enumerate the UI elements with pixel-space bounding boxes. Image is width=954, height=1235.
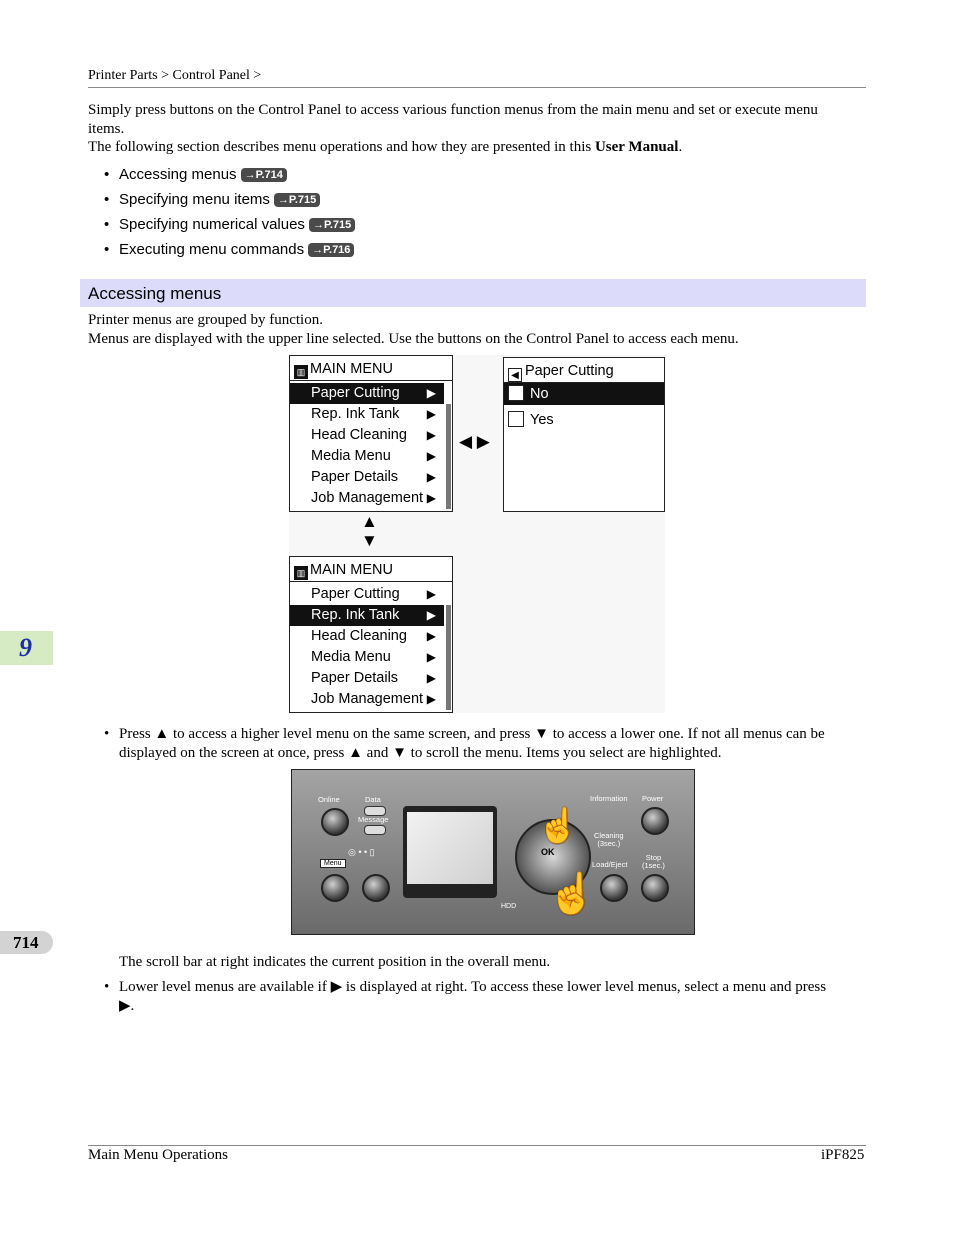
lcd-menu-item-label: Paper Cutting [311,586,400,602]
page-ref-badge[interactable]: →P.716 [308,243,354,257]
lcd-menu-item-label: Job Management [311,490,424,506]
toc-item-label[interactable]: Specifying numerical values [119,216,305,233]
lcd-menu-item-label: Head Cleaning [311,427,407,443]
page-ref-badge[interactable]: →P.714 [241,168,287,182]
lcd-sub-menu [503,357,665,512]
submenu-arrow-icon: ▶ [426,587,436,601]
lcd-menu-item[interactable] [290,404,444,425]
page-number: 714 [13,933,39,952]
bullet2-line-2: ▶. [119,998,135,1014]
lcd-menu-item-label: Job Management [311,691,424,707]
lcd-menu-item[interactable] [290,584,444,605]
chapter-tab[interactable] [0,631,53,665]
control-panel-illustration [291,769,695,935]
breadcrumb[interactable]: Printer Parts > Control Panel > [88,68,262,83]
submenu-arrow-icon: ▶ [426,449,436,463]
chapter-number: 9 [19,633,32,662]
lcd-menu-item-label: Media Menu [311,649,391,665]
footer-left: Main Menu Operations [88,1147,228,1163]
intro-line-3-text: The following section describes menu operations and how they are presented in this [88,139,595,155]
lcd-option-yes[interactable] [504,409,664,431]
lcd-menu-item[interactable] [290,383,444,404]
message-lamp [364,825,386,835]
page-ref-badge[interactable]: →P.715 [274,193,320,207]
back-button[interactable] [362,874,390,902]
lcd-sub-title-text: Paper Cutting [525,363,614,379]
header-rule [88,87,866,88]
footer-right: iPF825 [821,1147,865,1163]
toc-item-label[interactable]: Accessing menus [119,166,237,183]
lcd-divider [290,581,452,582]
stop-button[interactable] [641,874,669,902]
lcd-title [294,360,393,378]
online-label: Online [318,795,340,804]
cleaning-label: Cleaning (3sec.) [594,831,624,848]
maintenance-icons: ◎ • • ▯ [348,847,375,857]
submenu-arrow-icon: ▶ [426,629,436,643]
submenu-arrow-icon: ▶ [426,692,436,706]
display-bezel [403,806,497,898]
pointing-hand-icon: ☝ [537,807,580,845]
bullet-dot: • [104,726,110,742]
section-title: Accessing menus [88,284,222,303]
intro-line-1: Simply press buttons on the Control Panel to access various function menus from the main menu and set or execute menu [88,102,818,118]
lcd-option-label: No [530,386,549,402]
submenu-arrow-icon: ▶ [426,671,436,685]
lcd-menu-item-label: Paper Details [311,469,399,485]
lcd-title [294,561,393,579]
submenu-arrow-icon: ▶ [426,491,436,505]
back-arrow-icon: ◀ [508,368,522,382]
page-ref-badge[interactable]: →P.715 [309,218,355,232]
lcd-menu-item[interactable] [290,425,444,446]
lcd-menu-item-label: Paper Cutting [311,385,400,401]
lcd-main-menu-bottom [289,556,453,713]
bullet1-line-1: Press ▲ to access a higher level menu on the same screen, and press ▼ to access a lower one. If not all menus can be [119,726,825,742]
lcd-option-no[interactable] [504,383,664,405]
bullet-dot: • [104,979,110,995]
checkbox-icon [508,411,524,427]
checkbox-icon [508,385,524,401]
lcd-scrollbar[interactable] [446,404,451,509]
toc-item[interactable]: • Executing menu commands →P.716 [104,241,354,259]
lcd-option-label: Yes [530,412,554,428]
intro-line-3 [88,138,682,156]
information-label: Information [590,794,628,803]
down-arrow-icon: ▼ [361,531,378,550]
lcd-menu-item[interactable] [290,668,444,689]
left-right-arrows-icon: ◀ ▶ [459,432,490,451]
lcd-divider [290,380,452,381]
message-label: Message [358,815,389,824]
lcd-menu-item-label: Media Menu [311,448,391,464]
lcd-title-text: MAIN MENU [310,361,393,377]
lcd-scrollbar[interactable] [446,605,451,710]
lcd-main-menu-top [289,355,453,512]
submenu-arrow-icon: ▶ [426,386,436,400]
stop-label: Stop (1sec.) [642,853,665,870]
toc-item[interactable]: • Accessing menus →P.714 [104,166,287,184]
section-header [80,279,866,307]
menu-button[interactable] [321,874,349,902]
load-eject-button[interactable] [600,874,628,902]
load-eject-label: Load/Eject [592,860,628,869]
toc-item[interactable]: • Specifying menu items →P.715 [104,191,320,209]
up-arrow-icon: ▲ [361,512,378,531]
scroll-note: The scroll bar at right indicates the current position in the overall menu. [119,954,551,970]
ok-button[interactable]: OK [541,847,555,857]
submenu-arrow-icon: ▶ [426,428,436,442]
lcd-menu-item[interactable] [290,605,444,626]
submenu-arrow-icon: ▶ [426,407,436,421]
lcd-menu-item[interactable] [290,626,444,647]
lcd-menu-item[interactable] [290,446,444,467]
display-screen [407,812,493,884]
pointing-hand-icon: ☝ [547,872,597,916]
submenu-arrow-icon: ▶ [426,608,436,622]
toc-item[interactable]: • Specifying numerical values →P.715 [104,216,355,234]
lcd-menu-item-label: Rep. Ink Tank [311,607,400,623]
lcd-menu-item[interactable] [290,647,444,668]
intro-line-2: items. [88,121,125,137]
lcd-menu-item-label: Head Cleaning [311,628,407,644]
lcd-menu-item[interactable] [290,467,444,488]
hdd-label: HDD [501,903,517,910]
power-button[interactable] [641,807,669,835]
power-label: Power [642,794,664,803]
toc-item-label[interactable]: Executing menu commands [119,241,305,258]
lcd-menu-item-label: Rep. Ink Tank [311,406,400,422]
lcd-sub-title [508,362,614,380]
bullet1-line-2: displayed on the screen at once, press ▲ and ▼ to scroll the menu. Items you select are highlighted. [119,745,722,761]
page-number-tab [0,931,53,954]
user-manual-bold: User Manual [594,139,679,155]
lcd-menu-item[interactable] [290,689,444,710]
lcd-menu-item[interactable] [290,488,444,509]
menu-icon: ▥ [294,365,308,379]
section-para-2: Menus are displayed with the upper line selected. Use the buttons on the Control Panel to access each menu. [88,331,739,347]
submenu-arrow-icon: ▶ [426,470,436,484]
intro-line-3-end: . [678,139,683,155]
section-para-1: Printer menus are grouped by function. [88,312,323,328]
data-label: Data [365,795,381,804]
online-button[interactable] [321,808,349,836]
toc-item-label[interactable]: Specifying menu items [119,191,270,208]
menu-icon: ▥ [294,566,308,580]
lcd-title-text: MAIN MENU [310,562,393,578]
submenu-arrow-icon: ▶ [426,650,436,664]
lcd-menu-item-label: Paper Details [311,670,399,686]
menu-label: Menu [320,859,346,868]
bullet2-line-1: Lower level menus are available if ▶ is displayed at right. To access these lower level menus, select a menu and press [119,979,827,995]
